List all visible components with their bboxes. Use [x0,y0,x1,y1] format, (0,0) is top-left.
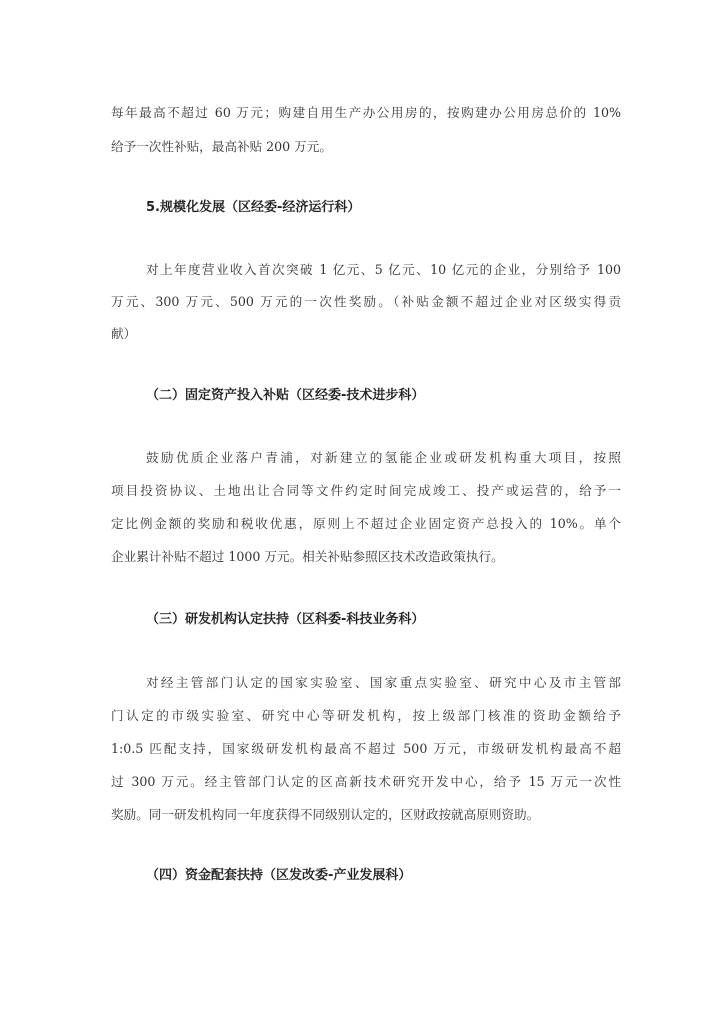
paragraph-line: 项目投资协议、土地出让合同等文件约定时间完成竣工、投产或运营的，给予一 [111,483,621,498]
paragraph-line: 万元、300 万元、500 万元的一次性奖励。（补贴金额不超过企业对区级实得贡 [111,294,621,309]
paragraph-line: 企业累计补贴不超过 1000 万元。相关补贴参照区技术改造政策执行。 [111,549,504,564]
section-heading-fixed-assets: （二）固定资产投入补贴（区经委-技术进步科） [146,388,425,403]
paragraph-line: 过 300 万元。经主管部门认定的区高新技术研究开发中心，给予 15 万元一次性 [111,774,621,789]
paragraph-line: 奖励。同一研发机构同一年度获得不同级别认定的，区财政按就高原则资助。 [111,807,540,822]
paragraph-line: 定比例金额的奖励和税收优惠，原则上不超过企业固定资产总投入的 10%。单个 [111,516,621,531]
paragraph-line: 门认定的市级实验室、研究中心等研发机构，按上级部门核准的资助金额给予 [111,708,621,723]
section-heading-matching: （四）资金配套扶持（区发改委-产业发展科） [146,868,412,883]
paragraph-line: 1:0.5 匹配支持，国家级研发机构最高不超过 500 万元，市级研发机构最高不超 [111,741,621,756]
paragraph-line: 对上年度营业收入首次突破 1 亿元、5 亿元、10 亿元的企业，分别给予 100 [146,262,621,277]
paragraph-line: 献） [111,326,137,341]
paragraph-line: 给予一次性补贴，最高补贴 200 万元。 [111,139,332,154]
section-heading-scale: 5.规模化发展（区经委-经济运行科） [146,200,361,215]
paragraph-line: 鼓励优质企业落户青浦，对新建立的氢能企业或研发机构重大项目，按照 [146,450,621,465]
section-heading-rnd: （三）研发机构认定扶持（区科委-科技业务科） [146,612,425,627]
paragraph-line: 对经主管部门认定的国家实验室、国家重点实验室、研究中心及市主管部 [146,675,621,690]
paragraph-line: 每年最高不超过 60 万元；购建自用生产办公用房的，按购建办公用房总价的 10% [111,105,621,120]
